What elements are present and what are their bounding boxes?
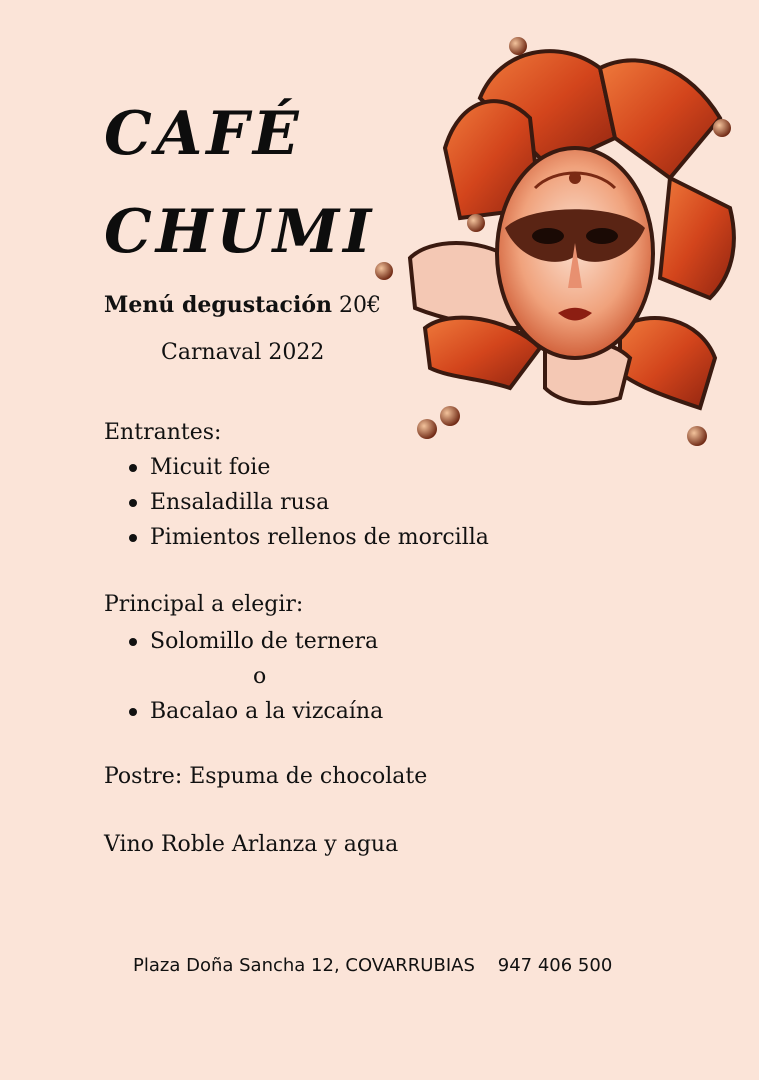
choice-connector: o (253, 664, 267, 689)
list-item: Micuit foie (127, 450, 489, 485)
phone-number: 947 406 500 (497, 955, 613, 976)
carnival-mask-icon (370, 28, 750, 458)
footer-contact (133, 955, 612, 976)
cafe-title-line1: CAFÉ (104, 99, 303, 169)
list-item: Solomillo de ternera (127, 624, 383, 659)
address: Plaza Doña Sancha 12, COVARRUBIAS (133, 955, 475, 976)
menu-price: 20€ (338, 293, 381, 318)
list-item: Pimientos rellenos de morcilla (127, 520, 489, 555)
dessert-line: Postre: Espuma de chocolate (104, 764, 428, 789)
list-item: Ensaladilla rusa (127, 485, 489, 520)
menu-heading (104, 292, 381, 318)
event-name: Carnaval 2022 (161, 340, 325, 365)
starters-list (127, 450, 489, 555)
drinks-line: Vino Roble Arlanza y agua (104, 832, 399, 857)
list-item: Bacalao a la vizcaína (127, 694, 383, 729)
main-list (127, 624, 383, 729)
starters-heading: Entrantes: (104, 420, 222, 445)
menu-label: Menú degustación (104, 292, 332, 318)
cafe-title-line2: CHUMI (104, 197, 376, 267)
main-heading: Principal a elegir: (104, 592, 304, 617)
